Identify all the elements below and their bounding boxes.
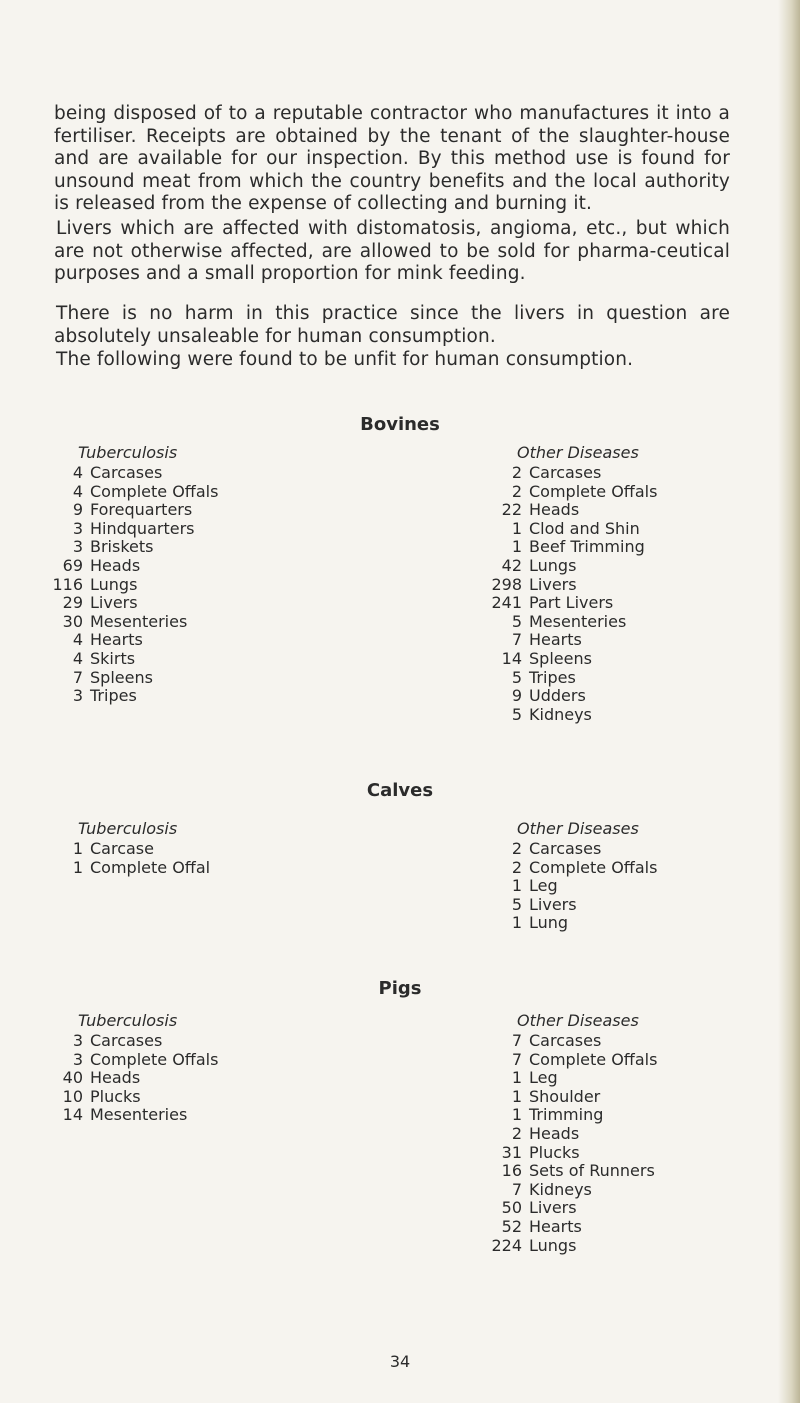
list-item [484,1144,657,1163]
item-label: Mesenteries [90,1105,188,1125]
list-item [484,1162,657,1181]
item-count: 3 [72,537,83,557]
list-item [484,877,657,896]
section-title-pigs: Pigs [378,978,422,999]
item-label: Hearts [90,630,143,650]
list-item [484,1088,657,1107]
item-label: Skirts [90,648,136,668]
scanned-page-edge [778,0,800,1403]
item-count: 2 [511,839,522,858]
item-count: 2 [511,463,522,482]
list-item [45,687,218,706]
list-item [484,1106,657,1125]
item-label: Hindquarters [90,518,195,538]
list-item [484,594,657,613]
item-count: 7 [511,1179,522,1199]
item-count: 1 [511,518,522,538]
item-count: 4 [72,463,83,482]
item-label: Clod and Shin [529,518,640,538]
list-item [45,859,210,878]
list-item [45,650,218,669]
item-count: 5 [511,667,522,687]
list-item [45,594,218,613]
item-count: 14 [62,1105,83,1125]
item-label: Livers [529,574,577,594]
item-label: Hearts [529,630,582,650]
item-label: Briskets [90,537,154,557]
item-label: Heads [529,1123,580,1143]
item-count: 7 [72,667,83,687]
item-count: 2 [511,1123,522,1143]
section-title-bovines: Bovines [360,414,440,435]
item-count: 9 [511,686,522,706]
item-label: Shoulder [529,1086,601,1106]
list-item [484,1032,657,1051]
item-count: 1 [511,1068,522,1088]
item-label: Carcases [529,1031,602,1050]
item-label: Livers [529,894,577,914]
list-item [484,669,657,688]
item-label: Leg [529,876,558,896]
item-count: 69 [62,555,83,575]
item-label: Carcases [90,1031,163,1050]
item-count: 1 [511,537,522,557]
item-label: Mesenteries [90,611,188,631]
list-item [45,1032,218,1051]
item-label: Kidneys [529,1179,592,1199]
page-number: 34 [389,1352,411,1371]
item-count: 3 [72,1049,83,1069]
item-label: Tripes [90,686,137,706]
list-item [484,613,657,632]
item-count: 4 [72,481,83,501]
item-label: Udders [529,686,586,706]
item-label: Plucks [90,1086,141,1106]
item-count: 1 [511,1105,522,1125]
item-count: 10 [62,1086,83,1106]
item-count: 40 [62,1068,83,1088]
item-count: 3 [72,518,83,538]
item-label: Heads [529,500,580,520]
list-item [45,501,218,520]
item-count: 1 [511,913,522,933]
list-item [484,1199,657,1218]
list-item [45,538,218,557]
pigs-tuberculosis-list [45,1032,218,1125]
item-label: Heads [90,1068,141,1088]
item-label: Hearts [529,1216,582,1236]
item-label: Lungs [90,574,138,594]
calves-tuberculosis-heading: Tuberculosis [78,819,178,838]
item-count: 241 [491,593,522,613]
list-item [484,1051,657,1070]
item-label: Carcase [90,839,154,858]
paragraph-livers: Livers which are affected with distomatosis, angioma, etc., but which are not otherwise affected, are allowed to be sold for pharma-ceutical purposes and a small proportion for mink feeding. [54,218,730,284]
list-item [45,1106,218,1125]
pigs-other-diseases-heading: Other Diseases [517,1011,639,1030]
item-count: 52 [501,1216,522,1236]
list-item [45,631,218,650]
list-item [484,914,657,933]
item-count: 298 [491,574,522,594]
item-count: 5 [511,894,522,914]
item-label: Kidneys [529,704,592,724]
item-label: Complete Offals [529,857,658,877]
list-item [484,1218,657,1237]
item-label: Tripes [529,667,576,687]
item-count: 2 [511,857,522,877]
item-label: Spleens [90,667,153,687]
list-item [484,1181,657,1200]
item-count: 3 [72,686,83,706]
item-count: 7 [511,1049,522,1069]
calves-other-diseases-heading: Other Diseases [517,819,639,838]
item-count: 31 [501,1142,522,1162]
item-count: 42 [501,555,522,575]
item-label: Trimming [529,1105,604,1125]
item-label: Lung [529,913,569,933]
pigs-tuberculosis-heading: Tuberculosis [78,1011,178,1030]
list-item [45,464,218,483]
paragraph-following: The following were found to be unfit for human consumption. [56,349,634,370]
section-title-calves: Calves [366,780,434,801]
pigs-other-diseases-list [484,1032,657,1255]
item-label: Complete Offal [90,857,211,877]
list-item [45,557,218,576]
list-item [484,631,657,650]
list-item [484,1069,657,1088]
list-item [484,520,657,539]
item-label: Beef Trimming [529,537,645,557]
bovines-tuberculosis-heading: Tuberculosis [78,443,178,462]
item-label: Complete Offals [529,1049,658,1069]
item-count: 1 [72,839,83,858]
item-label: Heads [90,555,141,575]
item-count: 16 [501,1161,522,1181]
item-count: 1 [511,1086,522,1106]
item-count: 22 [501,500,522,520]
item-label: Complete Offals [90,481,219,501]
item-label: Carcases [529,839,602,858]
item-count: 7 [511,630,522,650]
item-label: Carcases [90,463,163,482]
list-item [484,1237,657,1256]
list-item [484,501,657,520]
list-item [45,1069,218,1088]
item-label: Spleens [529,648,592,668]
list-item [484,859,657,878]
list-item [484,1125,657,1144]
list-item [45,1051,218,1070]
item-count: 4 [72,648,83,668]
item-count: 14 [501,648,522,668]
item-count: 30 [62,611,83,631]
item-label: Lungs [529,1235,577,1255]
bovines-tuberculosis-list [45,464,218,706]
item-label: Livers [529,1198,577,1218]
item-count: 224 [491,1235,522,1255]
item-label: Sets of Runners [529,1161,655,1181]
list-item [45,840,210,859]
bovines-other-diseases-list [484,464,657,724]
item-count: 2 [511,481,522,501]
item-count: 29 [62,593,83,613]
item-count: 116 [52,574,83,594]
list-item [484,650,657,669]
paragraph-disposal: being disposed of to a reputable contractor who manufactures it into a fertiliser. Receipts are obtained by the tenant of the slaughter-house and are available for our inspection. By this method use is found for unsound meat from which the country benefits and the local authority is released from the expense of collecting and burning it. [54,103,730,214]
list-item [45,483,218,502]
item-count: 5 [511,704,522,724]
item-label: Livers [90,593,138,613]
item-label: Part Livers [529,593,614,613]
calves-other-diseases-list [484,840,657,933]
item-count: 50 [501,1198,522,1218]
list-item [484,483,657,502]
list-item [45,520,218,539]
list-item [45,576,218,595]
list-item [45,669,218,688]
list-item [484,896,657,915]
list-item [484,538,657,557]
list-item [45,613,218,632]
bovines-other-diseases-heading: Other Diseases [517,443,639,462]
item-count: 3 [72,1031,83,1050]
item-label: Plucks [529,1142,580,1162]
list-item [484,687,657,706]
item-count: 4 [72,630,83,650]
item-label: Forequarters [90,500,193,520]
list-item [484,576,657,595]
item-count: 9 [72,500,83,520]
item-label: Leg [529,1068,558,1088]
item-count: 5 [511,611,522,631]
item-count: 7 [511,1031,522,1050]
calves-tuberculosis-list [45,840,210,877]
list-item [484,840,657,859]
item-label: Carcases [529,463,602,482]
list-item [484,557,657,576]
list-item [484,706,657,725]
item-count: 1 [72,857,83,877]
list-item [45,1088,218,1107]
item-label: Mesenteries [529,611,627,631]
item-label: Complete Offals [529,481,658,501]
list-item [484,464,657,483]
item-label: Lungs [529,555,577,575]
item-label: Complete Offals [90,1049,219,1069]
item-count: 1 [511,876,522,896]
paragraph-no-harm: There is no harm in this practice since the livers in question are absolutely unsaleable for human consumption. [54,303,730,347]
